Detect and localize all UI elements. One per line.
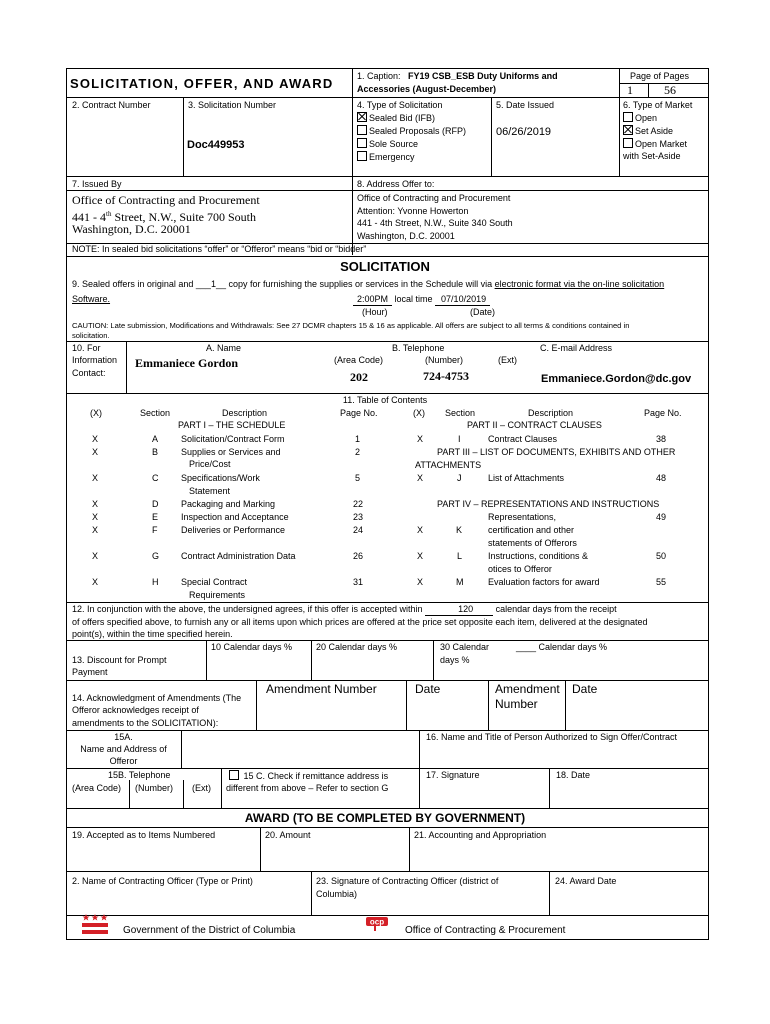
area-code-label: (Area Code) bbox=[334, 355, 384, 365]
market-extra: with Set-Aside bbox=[623, 151, 681, 161]
toc-row-f-x: X bbox=[92, 525, 99, 535]
market-type-label: 6. Type of Market bbox=[623, 100, 693, 110]
toc-row-g-section: G bbox=[152, 551, 160, 561]
toc-row-j-page: 48 bbox=[656, 473, 667, 483]
toc-row-a-page: 1 bbox=[355, 434, 361, 444]
checkbox-icon bbox=[229, 770, 239, 780]
toc-row-f-desc[interactable]: Deliveries or Performance bbox=[181, 525, 286, 535]
footer-government: Government of the District of Columbia bbox=[123, 925, 296, 936]
checkbox-sealed-bid[interactable]: Sealed Bid (IFB) bbox=[357, 112, 435, 124]
line-9: 9. Sealed offers in original and ___1__ copy for furnishing the supplies or services in the Schedule will via electronic format via the on-line solicitation bbox=[72, 279, 665, 289]
telephone-15b-number: (Number) bbox=[135, 783, 174, 793]
toc-row-l-x: X bbox=[417, 551, 424, 561]
line-12-c: point(s), within the time specified herein. bbox=[72, 629, 233, 639]
online-link[interactable]: electronic format via the on-line solicitation bbox=[494, 279, 665, 289]
toc-row-h-page: 31 bbox=[353, 577, 364, 587]
toc-row-d-page: 22 bbox=[353, 499, 364, 509]
contract-number-label: 2. Contract Number bbox=[72, 100, 151, 110]
toc-row-m-page: 55 bbox=[656, 577, 667, 587]
toc-row-h-x: X bbox=[92, 577, 99, 587]
toc-row-b-page: 2 bbox=[355, 447, 361, 457]
acceptance-days[interactable]: 120 bbox=[425, 604, 493, 616]
contracting-officer-signature-label-2: Columbia) bbox=[316, 889, 358, 899]
signature-label: 17. Signature bbox=[426, 770, 480, 780]
for-info-label-3: Contact: bbox=[72, 368, 106, 378]
line-12-a: 12. In conjunction with the above, the undersigned agrees, if this offer is accepted within 120 calendar days from the receipt bbox=[72, 604, 617, 614]
toc-row-l-page: 50 bbox=[656, 551, 667, 561]
telephone-15b-area: (Area Code) bbox=[72, 783, 122, 793]
toc-row-d-desc[interactable]: Packaging and Marking bbox=[181, 499, 276, 509]
telephone-label: B. Telephone bbox=[392, 343, 445, 353]
discount-label-1: 13. Discount for Prompt bbox=[72, 655, 167, 665]
authorized-signer-label: 16. Name and Title of Person Authorized to Sign Offer/Contract bbox=[426, 732, 677, 742]
solicitation-heading: SOLICITATION bbox=[340, 259, 430, 274]
page-number: 1 bbox=[627, 83, 633, 97]
caution-line1: CAUTION: Late submission, Modifications and Withdrawals: See 27 DCMR chapters 15 & 16 as applicable. All offers are subject to all terms & conditions contained in bbox=[72, 321, 630, 330]
toc-row-k-desc[interactable]: Representations, bbox=[488, 512, 557, 522]
toc-row-k-x: X bbox=[417, 525, 424, 535]
contact-name[interactable]: Emmaniece Gordon bbox=[135, 356, 238, 370]
caption-value: FY19 CSB_ESB Duty Uniforms and bbox=[408, 71, 558, 81]
discount-30-days-line2: days % bbox=[440, 655, 470, 665]
toc-row-a-desc[interactable]: Solicitation/Contract Form bbox=[181, 434, 285, 444]
page-of-pages-label: Page of Pages bbox=[630, 71, 690, 81]
toc-row-c-section: C bbox=[152, 473, 159, 483]
ack-label-3: amendments to the SOLICITATION): bbox=[72, 718, 219, 728]
toc-row-e-desc[interactable]: Inspection and Acceptance bbox=[181, 512, 289, 522]
award-heading: AWARD (TO BE COMPLETED BY GOVERNMENT) bbox=[244, 811, 526, 825]
address-offer-line2: Attention: Yvonne Howerton bbox=[357, 206, 469, 216]
caption-label: 1. Caption: FY19 CSB_ESB Duty Uniforms and bbox=[357, 71, 558, 81]
telephone-15b-label: 15B. Telephone bbox=[108, 770, 171, 780]
toc-col-x-right: (X) bbox=[413, 408, 425, 418]
toc-row-f-page: 24 bbox=[353, 525, 364, 535]
toc-row-m-x: X bbox=[417, 577, 424, 587]
toc-row-b-desc[interactable]: Supplies or Services and bbox=[181, 447, 281, 457]
toc-row-j-section: J bbox=[457, 473, 462, 483]
toc-row-d-section: D bbox=[152, 499, 159, 509]
ocp-logo-icon bbox=[366, 915, 388, 931]
issued-by-line1: Office of Contracting and Procurement bbox=[72, 193, 260, 207]
toc-row-b-x: X bbox=[92, 447, 99, 457]
checkbox-sealed-proposals[interactable]: Sealed Proposals (RFP) bbox=[357, 125, 466, 137]
offeror-label-2: Name and Address of bbox=[80, 744, 167, 754]
contracting-officer-name-label: 2. Name of Contracting Officer (Type or Print) bbox=[72, 876, 253, 886]
form-title: SOLICITATION, OFFER, AND AWARD bbox=[70, 76, 334, 91]
phone-number[interactable]: 724-4753 bbox=[423, 369, 469, 383]
hour-label: (Hour) bbox=[362, 307, 388, 317]
toc-col-page: Page No. bbox=[340, 408, 378, 418]
toc-col-x: (X) bbox=[90, 408, 102, 418]
amount-label: 20. Amount bbox=[265, 830, 311, 840]
checkbox-open-market[interactable]: Open Market bbox=[623, 138, 687, 150]
ack-label-2: Offeror acknowledges receipt of bbox=[72, 705, 199, 715]
checkbox-icon bbox=[623, 112, 633, 122]
toc-row-i-desc[interactable]: Contract Clauses bbox=[488, 434, 558, 444]
address-offer-line4: Washington, D.C. 20001 bbox=[357, 231, 455, 241]
toc-row-k-desc-2: certification and other bbox=[488, 525, 575, 535]
address-offer-line3: 441 - 4th Street, N.W., Suite 340 South bbox=[357, 218, 513, 228]
discount-label-2: Payment bbox=[72, 667, 108, 677]
toc-col-section-right: Section bbox=[445, 408, 476, 418]
toc-row-c-page: 5 bbox=[355, 473, 361, 483]
toc-part-4: PART IV – REPRESENTATIONS AND INSTRUCTIONS bbox=[437, 499, 660, 509]
toc-row-h-section: H bbox=[152, 577, 159, 587]
toc-heading: 11. Table of Contents bbox=[342, 395, 428, 405]
caution-line2: solicitation. bbox=[72, 331, 110, 340]
toc-row-l-desc[interactable]: Instructions, conditions & bbox=[488, 551, 589, 561]
discount-30-days-line1[interactable]: 30 Calendar bbox=[440, 642, 490, 652]
toc-row-i-x: X bbox=[417, 434, 424, 444]
toc-row-b-section: B bbox=[152, 447, 159, 457]
toc-part-3-line2: ATTACHMENTS bbox=[415, 460, 482, 470]
amendment-number-header-2: Amendment bbox=[495, 682, 560, 696]
checkbox-icon bbox=[357, 138, 367, 148]
software-link[interactable]: Software. bbox=[72, 294, 111, 304]
accounting-label: 21. Accounting and Appropriation bbox=[414, 830, 547, 840]
date-issued-label: 5. Date Issued bbox=[496, 100, 555, 110]
toc-row-i-section: I bbox=[458, 434, 461, 444]
checkbox-icon bbox=[357, 125, 367, 135]
toc-col-description-right: Description bbox=[528, 408, 574, 418]
toc-row-g-x: X bbox=[92, 551, 99, 561]
amendment-number-header: Amendment Number bbox=[266, 682, 377, 696]
toc-row-e-section: E bbox=[152, 512, 159, 522]
issued-by-line2: 441 - 4th Street, N.W., Suite 700 South bbox=[72, 210, 257, 224]
checked-box-icon bbox=[623, 125, 633, 135]
issued-by-line3: Washington, D.C. 20001 bbox=[72, 222, 191, 236]
address-offer-label: 8. Address Offer to: bbox=[357, 179, 435, 189]
issued-by-label: 7. Issued By bbox=[72, 179, 122, 189]
toc-row-m-section: M bbox=[456, 577, 464, 587]
contact-email[interactable]: Emmaniece.Gordon@dc.gov bbox=[541, 373, 692, 385]
toc-row-k-section: K bbox=[456, 525, 463, 535]
note: NOTE: In sealed bid solicitations “offer” or “Offeror” means “bid or “bidder” bbox=[72, 244, 367, 254]
toc-row-b-desc-2: Price/Cost bbox=[189, 459, 231, 469]
toc-row-m-desc[interactable]: Evaluation factors for award bbox=[488, 577, 600, 587]
toc-row-k-page: 49 bbox=[656, 512, 667, 522]
amendment-date-header: Date bbox=[415, 682, 441, 696]
toc-row-l-section: L bbox=[457, 551, 463, 561]
date-label: (Date) bbox=[470, 307, 496, 317]
checkbox-icon bbox=[623, 138, 633, 148]
contracting-officer-signature-label: 23. Signature of Contracting Officer (district of bbox=[316, 876, 499, 886]
solicitation-number-label: 3. Solicitation Number bbox=[188, 100, 277, 110]
award-date-label: 24. Award Date bbox=[555, 876, 617, 886]
toc-part-3-line1: PART III – LIST OF DOCUMENTS, EXHIBITS AND OTHER bbox=[437, 447, 676, 457]
checkbox-emergency[interactable]: Emergency bbox=[357, 151, 415, 163]
ack-label-1: 14. Acknowledgment of Amendments (The bbox=[72, 693, 242, 703]
toc-row-l-desc-2: otices to Offeror bbox=[488, 564, 552, 574]
offeror-label-3: Offeror bbox=[109, 756, 138, 766]
name-label: A. Name bbox=[206, 343, 242, 353]
toc-row-f-section: F bbox=[152, 525, 158, 535]
ocp-logo-text: ocp bbox=[369, 917, 385, 927]
submission-time: 2:00PM local time 07/10/2019 bbox=[353, 294, 490, 306]
checkbox-icon bbox=[357, 151, 367, 161]
solicitation-type-label: 4. Type of Solicitation bbox=[357, 100, 443, 110]
dc-flag-icon bbox=[82, 913, 108, 935]
remittance-checkbox[interactable]: 15 C. Check if remittance address is bbox=[229, 770, 388, 782]
toc-col-description: Description bbox=[222, 408, 268, 418]
page-total: 56 bbox=[664, 83, 676, 97]
ext-label: (Ext) bbox=[498, 355, 517, 365]
toc-part-1: PART I – THE SCHEDULE bbox=[178, 420, 286, 430]
toc-row-a-x: X bbox=[92, 434, 99, 444]
accepted-items-label: 19. Accepted as to Items Numbered bbox=[72, 830, 216, 840]
discount-10-days[interactable]: 10 Calendar days % bbox=[211, 642, 293, 652]
for-info-label-2: Information bbox=[72, 355, 118, 365]
toc-row-h-desc-2: Requirements bbox=[189, 590, 246, 600]
discount-20-days[interactable]: 20 Calendar days % bbox=[316, 642, 398, 652]
offer-date-label: 18. Date bbox=[556, 770, 591, 780]
solicitation-number[interactable]: Doc449953 bbox=[187, 139, 245, 151]
toc-row-c-desc[interactable]: Specifications/Work bbox=[181, 473, 260, 483]
discount-other-days[interactable]: ____ Calendar days % bbox=[516, 642, 608, 652]
email-label: C. E-mail Address bbox=[540, 343, 613, 353]
toc-col-section: Section bbox=[140, 408, 171, 418]
amendment-date-header-2: Date bbox=[572, 682, 598, 696]
date-issued[interactable]: 06/26/2019 bbox=[496, 126, 552, 138]
toc-col-page-right: Page No. bbox=[644, 408, 682, 418]
for-info-label-1: 10. For bbox=[72, 343, 101, 353]
toc-row-i-page: 38 bbox=[656, 434, 667, 444]
toc-part-2: PART II – CONTRACT CLAUSES bbox=[467, 420, 602, 430]
telephone-15b-ext: (Ext) bbox=[192, 783, 211, 793]
amendment-number-header-2b: Number bbox=[495, 697, 538, 711]
checkbox-set-aside[interactable]: Set Aside bbox=[623, 125, 673, 137]
toc-row-c-desc-2: Statement bbox=[189, 486, 231, 496]
offeror-label-1: 15A. bbox=[114, 732, 133, 742]
toc-row-h-desc[interactable]: Special Contract bbox=[181, 577, 248, 587]
number-label: (Number) bbox=[425, 355, 464, 365]
toc-row-g-desc[interactable]: Contract Administration Data bbox=[181, 551, 296, 561]
toc-row-a-section: A bbox=[152, 434, 159, 444]
toc-row-g-page: 26 bbox=[353, 551, 364, 561]
checkbox-sole-source[interactable]: Sole Source bbox=[357, 138, 418, 150]
area-code[interactable]: 202 bbox=[350, 370, 368, 384]
footer-ocp: Office of Contracting & Procurement bbox=[405, 925, 566, 936]
toc-row-j-x: X bbox=[417, 473, 424, 483]
toc-row-e-x: X bbox=[92, 512, 99, 522]
caption-value-line2: Accessories (August-December) bbox=[357, 84, 497, 94]
checked-box-icon bbox=[357, 112, 367, 122]
toc-row-j-desc[interactable]: List of Attachments bbox=[488, 473, 565, 483]
checkbox-open[interactable]: Open bbox=[623, 112, 657, 124]
toc-row-c-x: X bbox=[92, 473, 99, 483]
toc-row-k-desc-3: statements of Offerors bbox=[488, 538, 577, 548]
line-12-b: of offers specified above, to furnish any or all items upon which prices are offered at the price set opposite each item, delivered at the designated bbox=[72, 617, 648, 627]
remittance-checkbox-note: different from above – Refer to section G bbox=[226, 783, 389, 793]
toc-row-e-page: 23 bbox=[353, 512, 364, 522]
address-offer-line1: Office of Contracting and Procurement bbox=[357, 193, 511, 203]
toc-row-d-x: X bbox=[92, 499, 99, 509]
